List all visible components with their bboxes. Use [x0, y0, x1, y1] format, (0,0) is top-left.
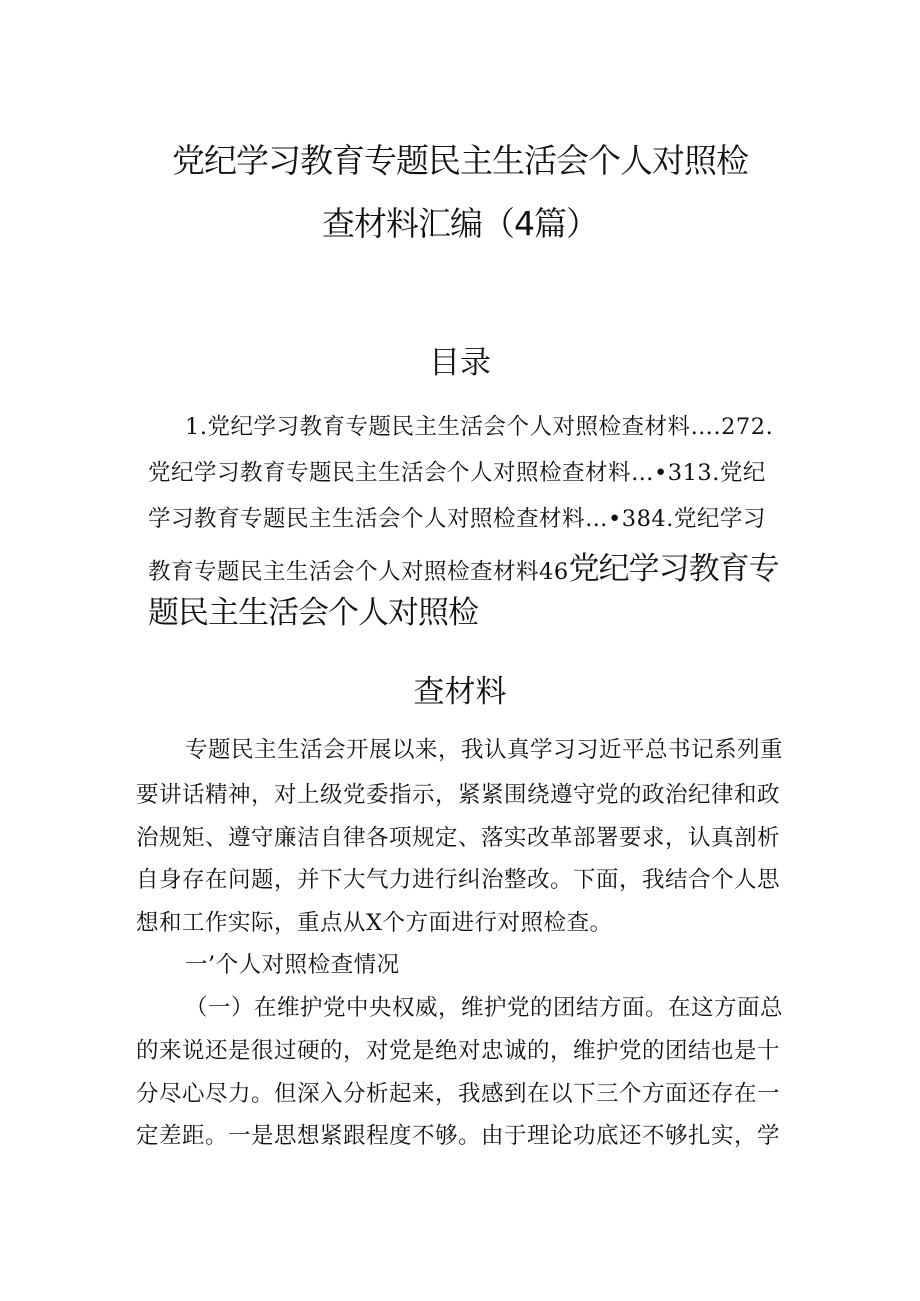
body-line-3: 治规矩、遵守廉洁自律各项规定、落实改革部署要求，认真剖析	[136, 825, 781, 851]
toc-line-2: 党纪学习教育专题民主生活会个人对照检查材料…•313.党纪	[148, 460, 766, 486]
body-line-2: 要讲话精神，对上级党委指示，紧紧围绕遵守党的政治纪律和政	[136, 782, 781, 808]
doc-title-line-1: 党纪学习教育专	[568, 551, 779, 587]
section-heading-1: 一’个人对照检查情况	[185, 952, 400, 978]
toc-line-3: 学习教育专题民主生活会个人对照检查材料…•384.党纪学习	[148, 506, 766, 532]
body-line-6: （一）在维护党中央权威，维护党的团结方面。在这方面总	[185, 995, 784, 1021]
body-line-7: 的来说还是很过硬的，对党是绝对忠诚的，维护党的团结也是十	[136, 1038, 781, 1064]
toc-line-4-row	[148, 543, 779, 588]
body-line-1: 专题民主生活会开展以来，我认真学习习近平总书记系列重	[185, 737, 784, 763]
document-title-line-1: 党纪学习教育专题民主生活会个人对照检	[172, 141, 748, 180]
body-line-4: 自身存在问题，并下大气力进行纠治整改。下面，我结合个人思	[136, 867, 781, 893]
toc-line-4: 教育专题民主生活会个人对照检查材料46	[148, 559, 569, 585]
doc-title-line-2: 题民主生活会个人对照检	[148, 595, 478, 631]
body-line-9: 定差距。一是思想紧跟程度不够。由于理论功底还不够扎实，学	[136, 1123, 781, 1149]
toc-heading: 目录	[429, 345, 491, 381]
doc-title-line-3: 查材料	[413, 674, 507, 710]
document-title-line-2: 查材料汇编（4篇）	[322, 204, 598, 243]
toc-line-1: 1.党纪学习教育专题民主生活会个人对照检查材料….272.	[185, 414, 774, 440]
body-line-5: 想和工作实际，重点从X个方面进行对照检查。	[136, 910, 613, 936]
body-line-8: 分尽心尽力。但深入分析起来，我感到在以下三个方面还存在一	[136, 1081, 781, 1107]
